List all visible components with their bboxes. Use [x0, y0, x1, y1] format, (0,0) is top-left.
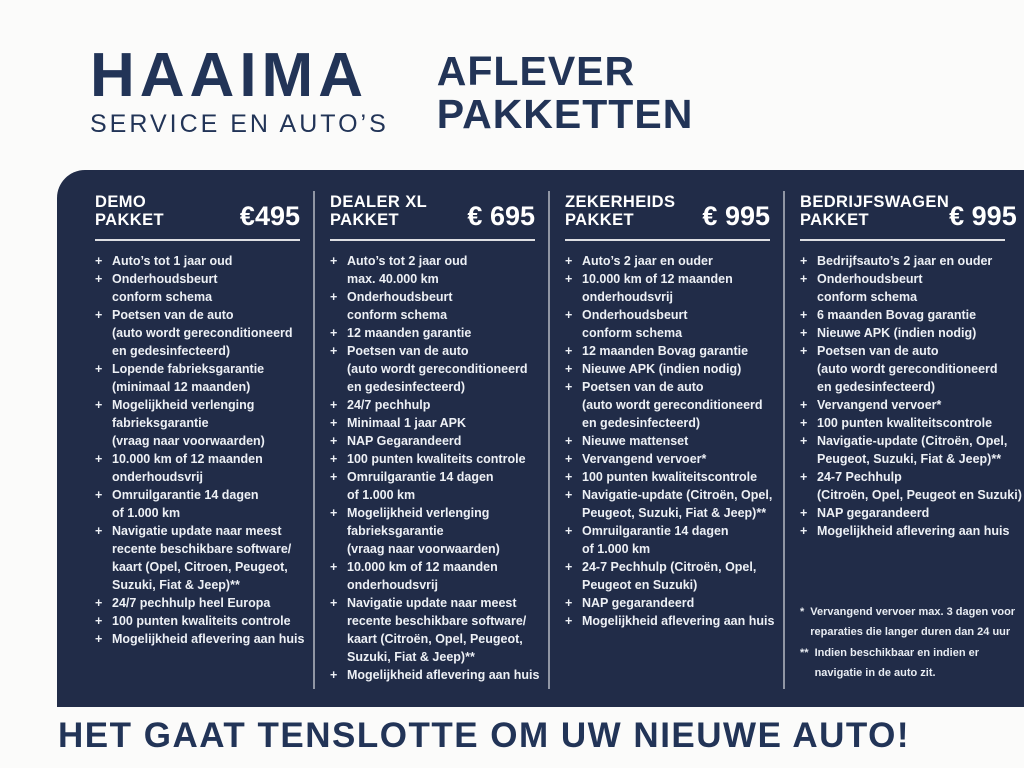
- package-item-text: [112, 522, 291, 594]
- package-item: [95, 486, 300, 522]
- package-item-line: Peugeot, Suzuki, Fiat & Jeep)**: [582, 505, 767, 520]
- header-divider-line: [565, 239, 770, 241]
- package-item-line: 100 punten kwaliteitscontrole: [817, 415, 993, 430]
- package-item-line: Onderhoudsbeurt: [582, 307, 688, 322]
- package-item: [330, 288, 535, 324]
- package-item-text: [347, 450, 526, 468]
- package-price: € 995: [702, 201, 770, 231]
- package-item-line: 24-7 Pechhulp (Citroën, Opel,: [582, 559, 757, 574]
- page-header: [90, 41, 694, 139]
- package-item-text: [582, 594, 694, 612]
- footnote-marker: *: [800, 605, 805, 618]
- plus-marker: +: [800, 271, 808, 286]
- page-title: [437, 50, 694, 139]
- package-item-line: Nieuwe APK (indien nodig): [582, 361, 742, 376]
- plus-marker: +: [565, 523, 573, 538]
- package-item-line: Mogelijkheid verlenging: [112, 397, 255, 412]
- package-item-text: [347, 468, 494, 504]
- package-item-line: 10.000 km of 12 maanden: [112, 451, 263, 466]
- plus-marker: +: [800, 397, 808, 412]
- plus-marker: +: [800, 253, 808, 268]
- package-item-line: fabrieksgarantie: [347, 523, 444, 538]
- package-item-text: [347, 324, 471, 342]
- package-item: [800, 414, 1005, 432]
- package-item-line: Onderhoudsbeurt: [347, 289, 453, 304]
- package-item-text: [817, 504, 929, 522]
- package-item-line: Suzuki, Fiat & Jeep)**: [112, 577, 240, 592]
- plus-marker: +: [95, 253, 103, 268]
- package-item-line: Vervangend vervoer*: [817, 397, 942, 412]
- package-item-text: [817, 270, 923, 306]
- package-name-line: PAKKET: [330, 211, 400, 229]
- package-item: [565, 360, 770, 378]
- package-item-text: [582, 432, 688, 450]
- package-item-text: [582, 522, 729, 558]
- package-item-line: en gedesinfecteerd): [582, 415, 701, 430]
- plus-marker: +: [330, 595, 338, 610]
- package-item-line: onderhoudsvrij: [347, 577, 438, 592]
- package-item-line: (auto wordt gereconditioneerd: [817, 361, 998, 376]
- package-item-text: [817, 342, 998, 396]
- package-item-text: [582, 252, 713, 270]
- plus-marker: +: [95, 361, 103, 376]
- package-item-line: 100 punten kwaliteits controle: [347, 451, 526, 466]
- package-item-text: [112, 306, 293, 360]
- package-item: [95, 630, 305, 648]
- package-item: [800, 396, 1005, 414]
- header-divider-line: [95, 239, 300, 241]
- package-item-line: (auto wordt gereconditioneerd: [347, 361, 528, 376]
- package-item-line: (Citroën, Opel, Peugeot en Suzuki): [817, 487, 1022, 502]
- footnotes: [800, 602, 1016, 684]
- package-item-line: conform schema: [347, 307, 448, 322]
- package-item-line: Auto’s 2 jaar en ouder: [582, 253, 713, 268]
- package-price: € 995: [949, 201, 1017, 231]
- package-item-line: Bedrijfsauto’s 2 jaar en ouder: [817, 253, 993, 268]
- package-item-text: [582, 486, 772, 522]
- package-item: [95, 270, 300, 306]
- plus-marker: +: [330, 397, 338, 412]
- package-item: [800, 306, 1005, 324]
- footnote-line: Indien beschikbaar en indien er: [814, 646, 979, 659]
- package-item-line: en gedesinfecteerd): [347, 379, 466, 394]
- package-item-text: [112, 594, 270, 612]
- package-item-line: conform schema: [582, 325, 683, 340]
- brand-logo: [90, 41, 389, 139]
- package-name-line: PAKKET: [565, 211, 635, 229]
- package-item: [565, 270, 770, 306]
- package-item-line: Navigatie-update (Citroën, Opel,: [817, 433, 1008, 448]
- package-item-line: 10.000 km of 12 maanden: [347, 559, 498, 574]
- plus-marker: +: [95, 487, 103, 502]
- package-item-text: [582, 270, 733, 306]
- package-item-line: onderhoudsvrij: [582, 289, 673, 304]
- package-item-line: kaart (Citroën, Opel, Peugeot,: [347, 631, 523, 646]
- plus-marker: +: [565, 361, 573, 376]
- package-item: [330, 396, 535, 414]
- page-title-line-2: PAKKETTEN: [436, 91, 694, 137]
- package-item-text: [817, 414, 992, 432]
- package-item: [565, 342, 770, 360]
- package-item: [565, 612, 775, 630]
- package-item: [330, 252, 535, 288]
- package-item-line: Minimaal 1 jaar APK: [347, 415, 467, 430]
- package-item-line: Peugeot en Suzuki): [582, 577, 698, 592]
- package-item-line: 24-7 Pechhulp: [817, 469, 902, 484]
- package-item-line: conform schema: [817, 289, 918, 304]
- footer-tagline: HET GAAT TENSLOTTE OM UW NIEUWE AUTO!: [58, 716, 911, 755]
- package-item-text: [817, 252, 992, 270]
- package-item-text: [112, 270, 218, 306]
- package-item-line: 10.000 km of 12 maanden: [582, 271, 733, 286]
- package-item-list: [330, 252, 540, 684]
- footnote-text: [810, 602, 1015, 643]
- package-item-line: 6 maanden Bovag garantie: [817, 307, 977, 322]
- plus-marker: +: [565, 487, 573, 502]
- package-item: [565, 558, 770, 594]
- brand-subtitle: SERVICE EN AUTO’S: [90, 110, 389, 138]
- package-item-text: [582, 360, 741, 378]
- plus-marker: +: [565, 307, 573, 322]
- footnote-marker: **: [800, 646, 809, 659]
- package-item-line: conform schema: [112, 289, 213, 304]
- package-item: [330, 504, 535, 558]
- brand-name: HAAIMA: [90, 41, 368, 110]
- package-item-line: Onderhoudsbeurt: [112, 271, 218, 286]
- package-column: [313, 193, 548, 707]
- package-item: [95, 522, 300, 594]
- package-item-line: Nieuwe mattenset: [582, 433, 689, 448]
- package-item: [330, 432, 535, 450]
- package-name-line: PAKKET: [95, 211, 165, 229]
- package-item-text: [347, 288, 453, 324]
- plus-marker: +: [565, 451, 573, 466]
- plus-marker: +: [800, 469, 808, 484]
- package-name: [95, 193, 164, 229]
- package-item-line: (auto wordt gereconditioneerd: [112, 325, 293, 340]
- footnote-line: Vervangend vervoer max. 3 dagen voor: [810, 605, 1016, 618]
- package-item-text: [817, 468, 1022, 504]
- package-item: [330, 450, 535, 468]
- package-item-line: Mogelijkheid verlenging: [347, 505, 490, 520]
- package-item-line: Poetsen van de auto: [347, 343, 469, 358]
- package-item-line: Vervangend vervoer*: [582, 451, 707, 466]
- plus-marker: +: [330, 343, 338, 358]
- package-item-text: [817, 396, 941, 414]
- package-item-line: Navigatie update naar meest: [347, 595, 517, 610]
- package-item-line: en gedesinfecteerd): [817, 379, 936, 394]
- plus-marker: +: [330, 289, 338, 304]
- package-item-line: 100 punten kwaliteits controle: [112, 613, 291, 628]
- package-header: [800, 193, 1017, 231]
- package-item-text: [817, 432, 1007, 468]
- package-item-text: [582, 450, 706, 468]
- package-item-line: kaart (Opel, Citroen, Peugeot,: [112, 559, 288, 574]
- package-item-list: [800, 252, 1022, 540]
- package-item-text: [112, 630, 304, 648]
- package-name-line: DEMO: [95, 193, 147, 211]
- plus-marker: +: [95, 631, 103, 646]
- plus-marker: +: [800, 307, 808, 322]
- package-item: [330, 342, 535, 396]
- package-item-text: [347, 504, 500, 558]
- package-item: [800, 252, 1005, 270]
- package-item: [565, 522, 770, 558]
- package-header: [95, 193, 300, 229]
- footnote-text: [815, 643, 979, 684]
- package-item-line: of 1.000 km: [347, 487, 416, 502]
- package-item: [565, 594, 770, 612]
- package-column: [95, 193, 313, 707]
- plus-marker: +: [565, 271, 573, 286]
- package-name-line: DEALER XL: [330, 193, 428, 211]
- footnote: [800, 643, 1005, 684]
- package-item-text: [582, 558, 756, 594]
- package-item-text: [347, 396, 430, 414]
- package-item: [800, 468, 1022, 504]
- package-item-line: Omruilgarantie 14 dagen: [582, 523, 729, 538]
- plus-marker: +: [330, 253, 338, 268]
- plus-marker: +: [330, 559, 338, 574]
- package-item-text: [347, 432, 461, 450]
- package-item: [330, 666, 540, 684]
- header-divider-line: [800, 239, 1005, 241]
- package-item: [565, 450, 770, 468]
- package-item-text: [112, 252, 232, 270]
- package-item-text: [347, 414, 466, 432]
- package-item-line: Suzuki, Fiat & Jeep)**: [347, 649, 475, 664]
- package-name: [330, 193, 427, 229]
- plus-marker: +: [95, 271, 103, 286]
- plus-marker: +: [330, 415, 338, 430]
- package-price: € 695: [467, 201, 535, 231]
- package-item-text: [347, 594, 526, 666]
- package-item-line: Mogelijkheid aflevering aan huis: [347, 667, 540, 682]
- package-item-line: fabrieksgarantie: [112, 415, 209, 430]
- package-item-line: (vraag naar voorwaarden): [347, 541, 500, 556]
- package-item: [800, 432, 1008, 468]
- package-item-line: of 1.000 km: [112, 505, 181, 520]
- package-item-line: Nieuwe APK (indien nodig): [817, 325, 977, 340]
- package-item: [565, 468, 770, 486]
- package-item-line: en gedesinfecteerd): [112, 343, 231, 358]
- plus-marker: +: [565, 469, 573, 484]
- package-item-line: Lopende fabrieksgarantie: [112, 361, 265, 376]
- package-item-line: 24/7 pechhulp: [347, 397, 431, 412]
- plus-marker: +: [565, 433, 573, 448]
- package-header: [565, 193, 770, 229]
- package-item-line: Mogelijkheid aflevering aan huis: [112, 631, 305, 646]
- package-name: [800, 193, 949, 229]
- plus-marker: +: [800, 325, 808, 340]
- package-item: [95, 450, 300, 486]
- package-item: [565, 252, 770, 270]
- package-item: [800, 504, 1005, 522]
- package-item: [95, 252, 300, 270]
- plus-marker: +: [565, 379, 573, 394]
- package-item-line: Mogelijkheid aflevering aan huis: [817, 523, 1010, 538]
- plus-marker: +: [95, 523, 103, 538]
- package-item-text: [112, 486, 259, 522]
- package-item: [800, 342, 1005, 396]
- page-title-line-1: AFLEVER: [436, 48, 636, 94]
- plus-marker: +: [95, 397, 103, 412]
- package-item-text: [817, 522, 1009, 540]
- package-item-line: NAP gegarandeerd: [582, 595, 695, 610]
- package-column: [783, 193, 1022, 707]
- package-item-line: NAP gegarandeerd: [817, 505, 930, 520]
- package-item-line: of 1.000 km: [582, 541, 651, 556]
- package-item: [800, 522, 1010, 540]
- package-item-line: Omruilgarantie 14 dagen: [347, 469, 494, 484]
- package-item: [330, 468, 535, 504]
- plus-marker: +: [800, 523, 808, 538]
- package-item-text: [582, 342, 748, 360]
- package-item-line: (auto wordt gereconditioneerd: [582, 397, 763, 412]
- package-name-line: PAKKET: [800, 211, 870, 229]
- package-item: [565, 306, 770, 342]
- plus-marker: +: [95, 613, 103, 628]
- plus-marker: +: [800, 505, 808, 520]
- package-item: [95, 360, 300, 396]
- package-item-line: recente beschikbare software/: [112, 541, 292, 556]
- package-item-line: onderhoudsvrij: [112, 469, 203, 484]
- package-column: [548, 193, 783, 707]
- package-item: [330, 324, 535, 342]
- package-item-line: Mogelijkheid aflevering aan huis: [582, 613, 775, 628]
- package-item-line: Omruilgarantie 14 dagen: [112, 487, 259, 502]
- package-item: [330, 414, 535, 432]
- package-item-text: [347, 666, 539, 684]
- package-item-text: [582, 306, 688, 342]
- package-item-line: (minimaal 12 maanden): [112, 379, 251, 394]
- plus-marker: +: [330, 469, 338, 484]
- package-item-text: [347, 558, 498, 594]
- plus-marker: +: [565, 595, 573, 610]
- package-item-line: NAP Gegarandeerd: [347, 433, 462, 448]
- package-item-text: [582, 612, 774, 630]
- package-item-line: 100 punten kwaliteitscontrole: [582, 469, 758, 484]
- package-item-line: Navigatie-update (Citroën, Opel,: [582, 487, 773, 502]
- plus-marker: +: [565, 559, 573, 574]
- package-item-line: Peugeot, Suzuki, Fiat & Jeep)**: [817, 451, 1002, 466]
- package-item-line: 24/7 pechhulp heel Europa: [112, 595, 271, 610]
- package-item-line: Onderhoudsbeurt: [817, 271, 923, 286]
- package-item-text: [347, 252, 467, 288]
- package-item: [565, 378, 770, 432]
- package-item-line: Auto’s tot 2 jaar oud: [347, 253, 468, 268]
- package-item-line: (vraag naar voorwaarden): [112, 433, 265, 448]
- footnote-line: navigatie in de auto zit.: [814, 667, 936, 679]
- plus-marker: +: [565, 343, 573, 358]
- header-divider-line: [330, 239, 535, 241]
- package-name-line: BEDRIJFSWAGEN: [800, 193, 950, 211]
- plus-marker: +: [800, 433, 808, 448]
- package-item-line: Auto’s tot 1 jaar oud: [112, 253, 233, 268]
- package-item-text: [112, 360, 264, 396]
- package-item-line: Navigatie update naar meest: [112, 523, 282, 538]
- plus-marker: +: [800, 343, 808, 358]
- package-item: [800, 270, 1005, 306]
- package-item: [330, 558, 535, 594]
- package-item: [95, 306, 300, 360]
- footnote: [800, 602, 1016, 643]
- package-item-line: recente beschikbare software/: [347, 613, 527, 628]
- package-item-text: [112, 612, 291, 630]
- package-item-list: [95, 252, 305, 648]
- package-item-line: Poetsen van de auto: [817, 343, 939, 358]
- plus-marker: +: [565, 253, 573, 268]
- package-item: [565, 432, 770, 450]
- package-name: [565, 193, 675, 229]
- footnote-line: reparaties die langer duren dan 24 uur: [810, 626, 1011, 638]
- plus-marker: +: [330, 667, 338, 682]
- packages-panel: [57, 170, 1024, 707]
- package-item: [95, 396, 300, 450]
- plus-marker: +: [95, 595, 103, 610]
- package-header: [330, 193, 535, 229]
- plus-marker: +: [330, 451, 338, 466]
- package-item-line: 12 maanden garantie: [347, 325, 472, 340]
- package-item-list: [565, 252, 775, 630]
- package-price: €495: [239, 201, 300, 231]
- plus-marker: +: [95, 307, 103, 322]
- package-item-line: Poetsen van de auto: [112, 307, 234, 322]
- package-item-line: 12 maanden Bovag garantie: [582, 343, 749, 358]
- package-item: [95, 612, 300, 630]
- plus-marker: +: [800, 415, 808, 430]
- package-item-text: [582, 378, 763, 432]
- plus-marker: +: [330, 433, 338, 448]
- package-item-text: [112, 450, 263, 486]
- package-item: [95, 594, 300, 612]
- plus-marker: +: [565, 613, 573, 628]
- package-item-text: [817, 306, 976, 324]
- package-item-line: max. 40.000 km: [347, 271, 439, 286]
- package-item: [565, 486, 773, 522]
- package-item-text: [817, 324, 976, 342]
- package-item-text: [347, 342, 528, 396]
- package-name-line: ZEKERHEIDS: [565, 193, 676, 211]
- plus-marker: +: [330, 325, 338, 340]
- package-item-text: [582, 468, 757, 486]
- package-item: [330, 594, 535, 666]
- package-item-text: [112, 396, 265, 450]
- package-item-line: Poetsen van de auto: [582, 379, 704, 394]
- plus-marker: +: [330, 505, 338, 520]
- plus-marker: +: [95, 451, 103, 466]
- package-item: [800, 324, 1005, 342]
